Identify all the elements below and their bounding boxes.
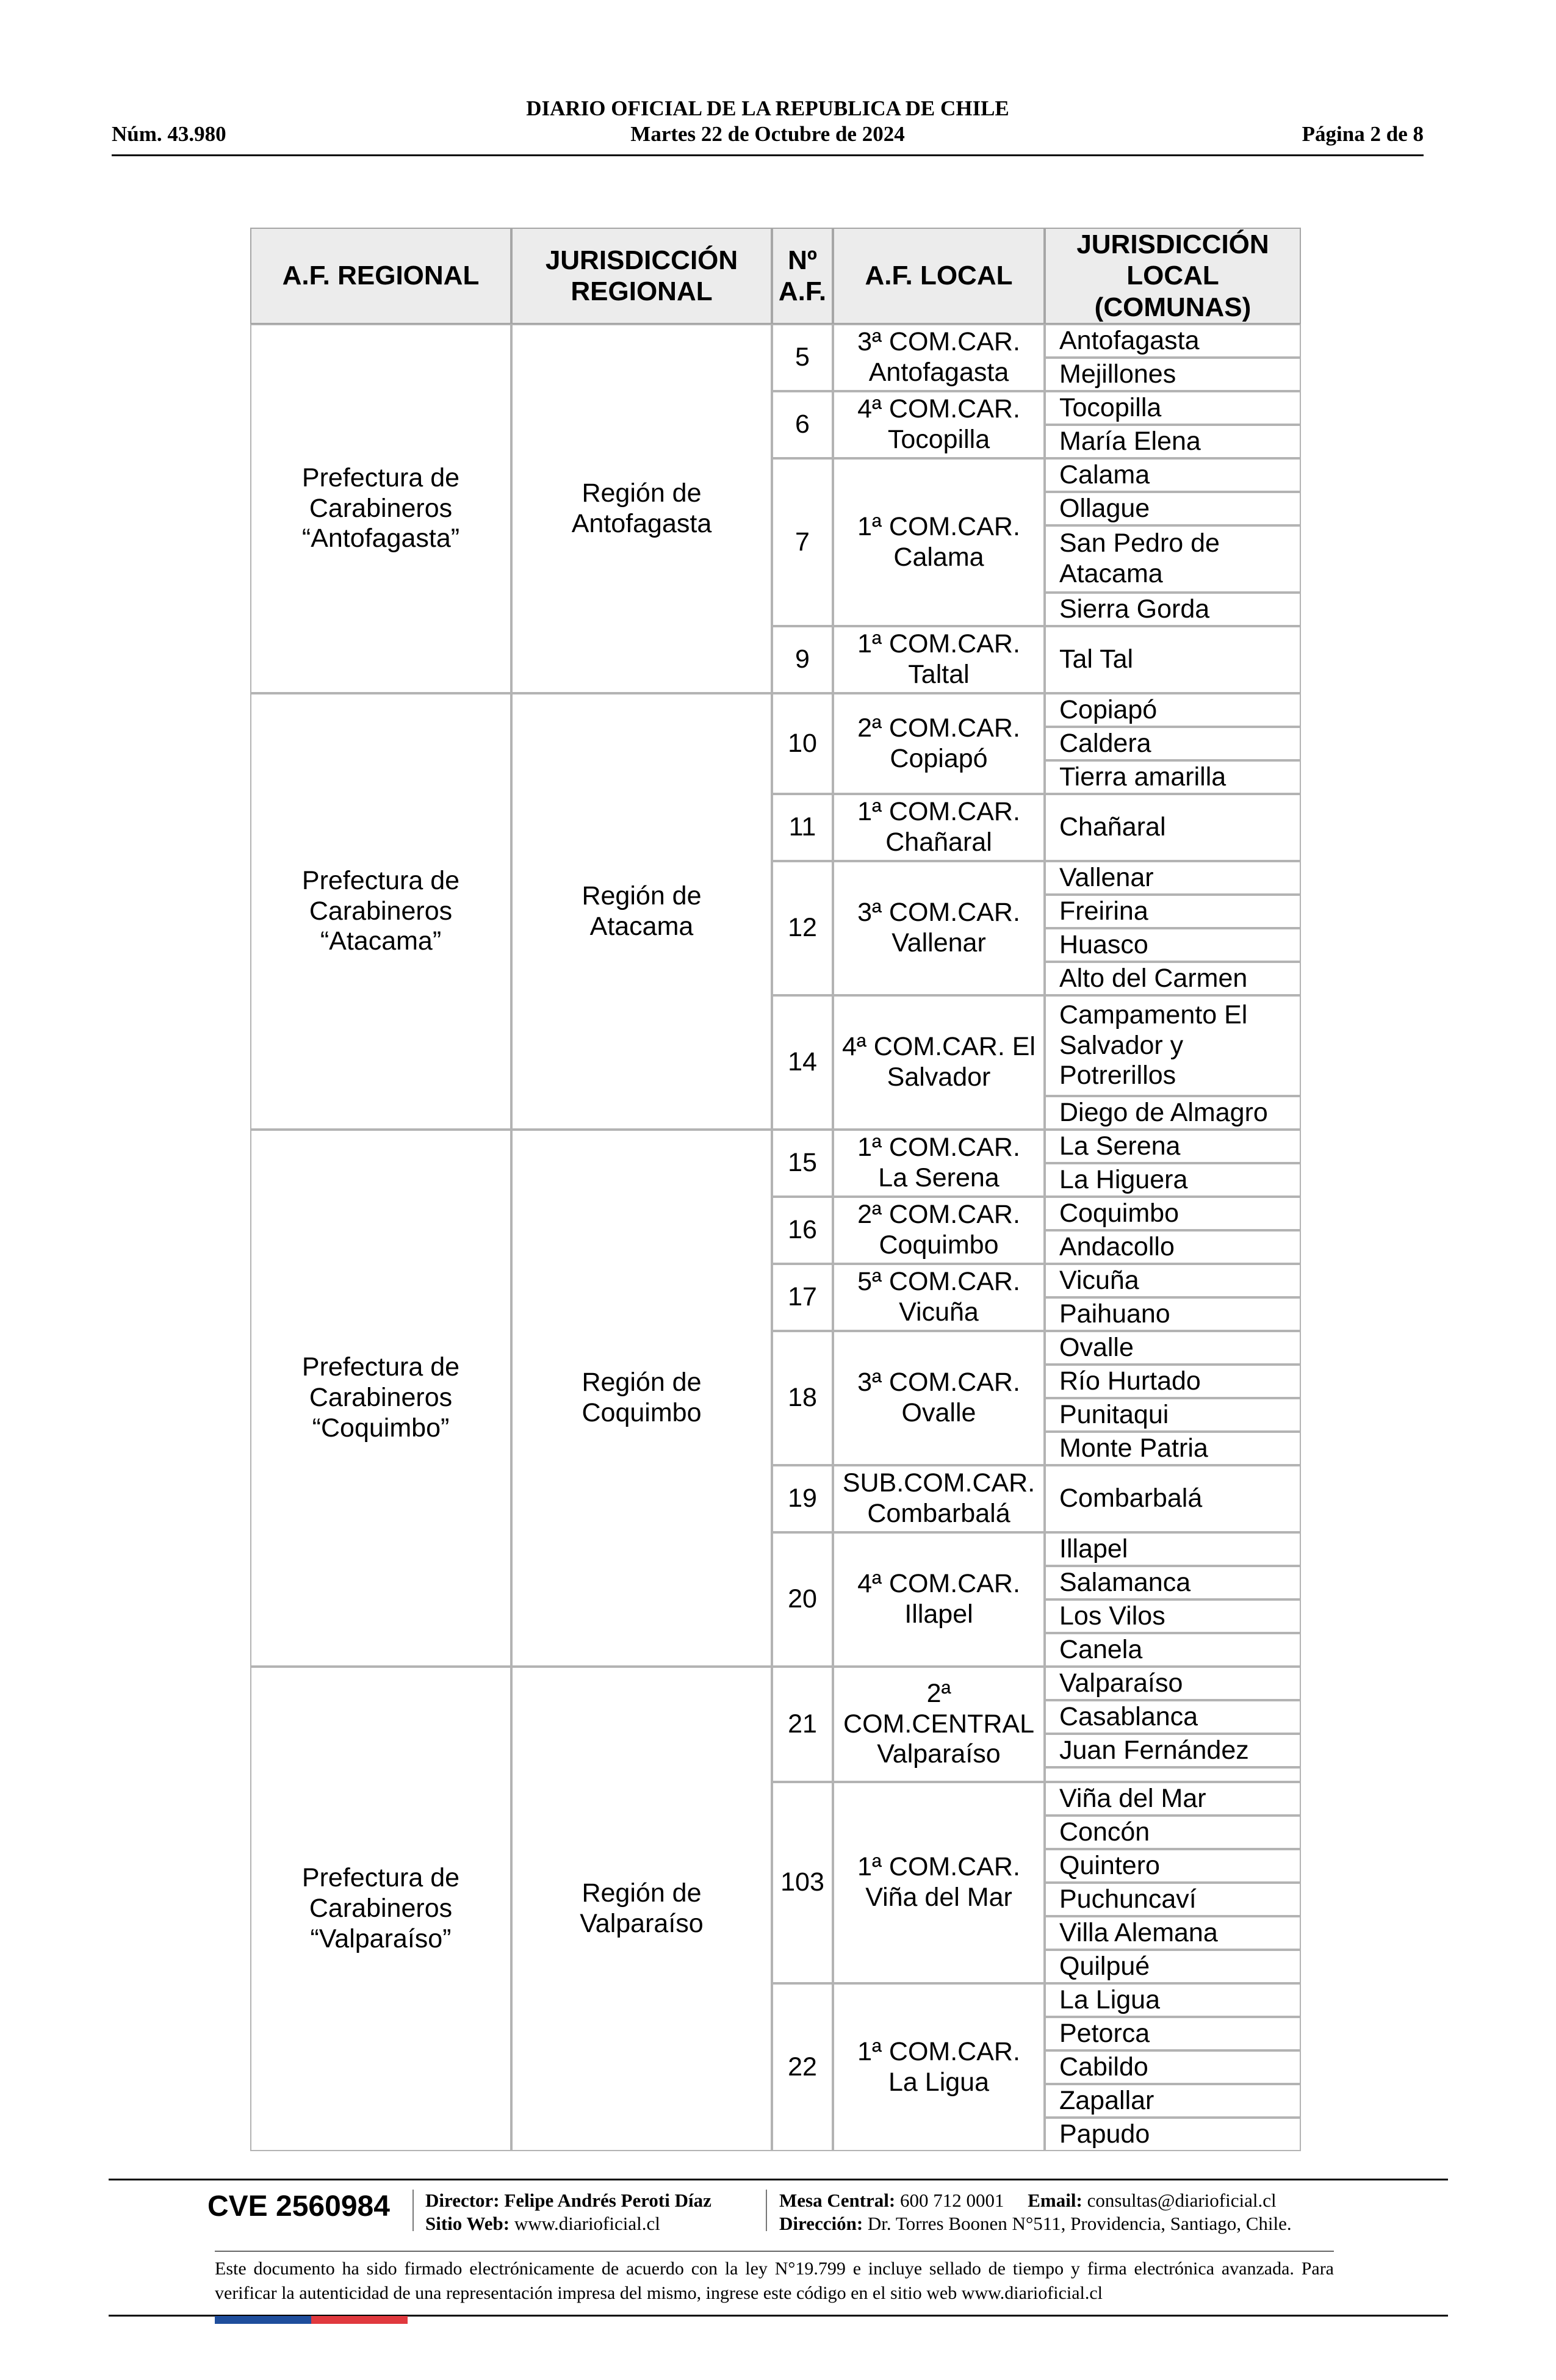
comuna-cell: Caldera (1045, 727, 1301, 760)
af-local-cell: 2ª COM.CAR. Copiapó (833, 693, 1045, 794)
comuna-cell: Valparaíso (1045, 1667, 1301, 1700)
comuna-cell: Antofagasta (1045, 324, 1301, 358)
comuna-cell: Vallenar (1045, 861, 1301, 895)
comuna-cell: Combarbalá (1045, 1465, 1301, 1532)
af-number-cell: 7 (772, 458, 833, 626)
af-number-cell: 9 (772, 626, 833, 693)
header-num-af: Nº A.F. (772, 228, 833, 324)
director-line (425, 2190, 711, 2212)
af-local-cell: 2ª COM.CAR. Coquimbo (833, 1197, 1045, 1264)
address-value: Dr. Torres Boonen N°511, Providencia, Santiago, Chile. (867, 2213, 1292, 2234)
prefectura-cell: Prefectura de Carabineros “Valparaíso” (250, 1667, 511, 2151)
comuna-cell: Petorca (1045, 2017, 1301, 2050)
flag-stripe-blue (215, 2316, 311, 2324)
comuna-cell: Huasco (1045, 928, 1301, 962)
af-number-cell: 6 (772, 391, 833, 458)
comuna-cell: Ollague (1045, 492, 1301, 525)
issue-number: Núm. 43.980 (112, 122, 226, 146)
af-local-cell: 3ª COM.CAR. Antofagasta (833, 324, 1045, 391)
comuna-cell: Punitaqui (1045, 1398, 1301, 1432)
comuna-cell: Casablanca (1045, 1700, 1301, 1734)
comuna-cell: Cabildo (1045, 2050, 1301, 2084)
phone-value: 600 712 0001 (900, 2190, 1004, 2211)
af-local-cell: 1ª COM.CAR. La Ligua (833, 1983, 1045, 2151)
header-af-regional: A.F. REGIONAL (250, 228, 511, 324)
page-number: Página 2 de 8 (1302, 122, 1424, 146)
comuna-cell: Quintero (1045, 1849, 1301, 1883)
phone-label: Mesa Central: (779, 2190, 896, 2211)
comuna-cell: Illapel (1045, 1532, 1301, 1566)
prefectura-cell: Prefectura de Carabineros “Coquimbo” (250, 1130, 511, 1667)
af-number-cell: 16 (772, 1197, 833, 1264)
comuna-cell: Río Hurtado (1045, 1365, 1301, 1398)
website-value[interactable]: www.diarioficial.cl (514, 2213, 660, 2234)
region-cell: Región de Antofagasta (511, 324, 772, 693)
comuna-cell: Villa Alemana (1045, 1916, 1301, 1950)
af-local-cell: 1ª COM.CAR. Viña del Mar (833, 1782, 1045, 1983)
comuna-cell: Puchuncaví (1045, 1883, 1301, 1916)
comuna-cell: San Pedro de Atacama (1045, 525, 1301, 593)
af-number-cell: 21 (772, 1667, 833, 1782)
issue-date: Martes 22 de Octubre de 2024 (630, 122, 905, 146)
website-line (425, 2213, 660, 2235)
comuna-cell: Salamanca (1045, 1566, 1301, 1599)
af-local-cell: 4ª COM.CAR. Tocopilla (833, 391, 1045, 458)
comuna-cell: Sierra Gorda (1045, 593, 1301, 626)
website-label: Sitio Web: (425, 2213, 510, 2234)
region-cell: Región de Atacama (511, 693, 772, 1130)
comuna-cell: Tocopilla (1045, 391, 1301, 425)
af-local-cell: 2ª COM.CENTRAL Valparaíso (833, 1667, 1045, 1782)
email-label: Email: (1028, 2190, 1082, 2211)
prefectura-cell: Prefectura de Carabineros “Antofagasta” (250, 324, 511, 693)
flag-stripe-red (311, 2316, 408, 2324)
comuna-cell: Vicuña (1045, 1264, 1301, 1297)
comuna-cell: Viña del Mar (1045, 1782, 1301, 1816)
af-number-cell: 103 (772, 1782, 833, 1983)
af-number-cell: 15 (772, 1130, 833, 1197)
af-number-cell: 12 (772, 861, 833, 995)
af-number-cell: 11 (772, 794, 833, 861)
comuna-cell: Ovalle (1045, 1331, 1301, 1365)
af-local-cell: 3ª COM.CAR. Vallenar (833, 861, 1045, 995)
email-value[interactable]: consultas@diarioficial.cl (1087, 2190, 1277, 2211)
comuna-cell: Chañaral (1045, 794, 1301, 861)
af-local-cell: 3ª COM.CAR. Ovalle (833, 1331, 1045, 1465)
address-line (779, 2213, 1292, 2235)
af-number-cell: 5 (772, 324, 833, 391)
af-local-cell: 1ª COM.CAR. La Serena (833, 1130, 1045, 1197)
comuna-cell: Los Vilos (1045, 1599, 1301, 1633)
prefectura-cell: Prefectura de Carabineros “Atacama” (250, 693, 511, 1130)
af-local-cell: SUB.COM.CAR. Combarbalá (833, 1465, 1045, 1532)
comuna-spacer (1045, 1767, 1301, 1782)
comuna-cell: Canela (1045, 1633, 1301, 1667)
af-local-cell: 5ª COM.CAR. Vicuña (833, 1264, 1045, 1331)
af-local-cell: 4ª COM.CAR. Illapel (833, 1532, 1045, 1667)
af-local-cell: 1ª COM.CAR. Chañaral (833, 794, 1045, 861)
comuna-cell: Alto del Carmen (1045, 962, 1301, 995)
af-number-cell: 20 (772, 1532, 833, 1667)
header-jurisdiccion-regional: JURISDICCIÓN REGIONAL (511, 228, 772, 324)
page-header (112, 92, 1424, 159)
comuna-cell: Juan Fernández (1045, 1734, 1301, 1767)
region-cell: Región de Coquimbo (511, 1130, 772, 1667)
footer-mid-rule (215, 2251, 1334, 2252)
comuna-cell: Paihuano (1045, 1297, 1301, 1331)
af-local-cell: 4ª COM.CAR. El Salvador (833, 995, 1045, 1130)
af-local-cell: 1ª COM.CAR. Taltal (833, 626, 1045, 693)
header-divider (112, 154, 1424, 156)
comuna-cell: Calama (1045, 458, 1301, 492)
jurisdiction-table (250, 228, 1301, 2149)
comuna-cell: La Ligua (1045, 1983, 1301, 2017)
comuna-cell: María Elena (1045, 425, 1301, 458)
cve-code: CVE 2560984 (207, 2190, 390, 2223)
af-number-cell: 10 (772, 693, 833, 794)
comuna-cell: Tal Tal (1045, 626, 1301, 693)
comuna-cell: Copiapó (1045, 693, 1301, 727)
footer-separator (412, 2190, 414, 2231)
af-number-cell: 19 (772, 1465, 833, 1532)
comuna-cell: Coquimbo (1045, 1197, 1301, 1230)
af-local-cell: 1ª COM.CAR. Calama (833, 458, 1045, 626)
comuna-cell: Diego de Almagro (1045, 1096, 1301, 1130)
comuna-cell: Freirina (1045, 895, 1301, 928)
region-cell: Región de Valparaíso (511, 1667, 772, 2151)
contact-line (779, 2190, 1277, 2212)
af-number-cell: 18 (772, 1331, 833, 1465)
footer-separator (766, 2190, 767, 2231)
footer-top-rule (109, 2179, 1448, 2180)
af-number-cell: 22 (772, 1983, 833, 2151)
comuna-cell: Mejillones (1045, 358, 1301, 391)
comuna-cell: Andacollo (1045, 1230, 1301, 1264)
comuna-cell: La Serena (1045, 1130, 1301, 1163)
director-label: Director: (425, 2190, 500, 2211)
header-jurisdiccion-local: JURISDICCIÓN LOCAL (COMUNAS) (1045, 228, 1301, 324)
comuna-cell: Monte Patria (1045, 1432, 1301, 1465)
director-name: Felipe Andrés Peroti Díaz (504, 2190, 711, 2211)
comuna-cell: Papudo (1045, 2118, 1301, 2151)
comuna-cell: La Higuera (1045, 1163, 1301, 1197)
publication-title: DIARIO OFICIAL DE LA REPUBLICA DE CHILE (526, 96, 1009, 120)
comuna-cell: Zapallar (1045, 2084, 1301, 2118)
comuna-cell: Concón (1045, 1816, 1301, 1849)
header-af-local: A.F. LOCAL (833, 228, 1045, 324)
comuna-cell: Quilpué (1045, 1950, 1301, 1983)
comuna-cell: Campamento El Salvador y Potrerillos (1045, 995, 1301, 1096)
legal-notice: Este documento ha sido firmado electrónicamente de acuerdo con la ley N°19.799 e incluye sellado de tiempo y firma electrónica avanzada. Para verificar la autenticidad de una representación impresa del mismo, ingrese este código en el sitio web www.diarioficial.cl (215, 2259, 1334, 2303)
af-number-cell: 17 (772, 1264, 833, 1331)
address-label: Dirección: (779, 2213, 863, 2234)
comuna-cell: Tierra amarilla (1045, 760, 1301, 794)
af-number-cell: 14 (772, 995, 833, 1130)
